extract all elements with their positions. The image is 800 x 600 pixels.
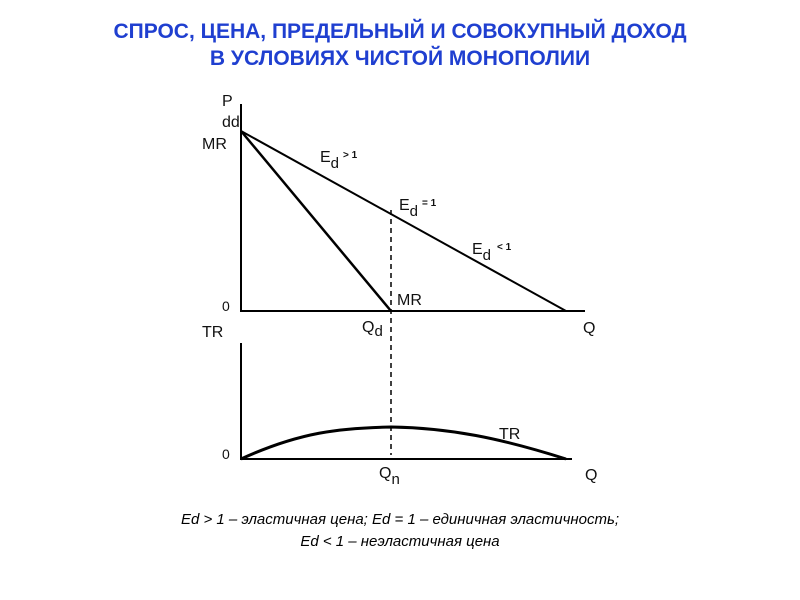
bottom-origin-label: 0 [222, 446, 230, 462]
caption-line-2: Ed < 1 – неэластичная цена [300, 533, 500, 550]
tr-axis-label: TR [202, 324, 224, 341]
top-y-axis-label: P [222, 93, 233, 110]
top-x-axis-label: Q [583, 320, 596, 337]
bottom-x-axis-label: Q [585, 467, 598, 484]
caption-line-1: Ed > 1 – эластичная цена; Ed = 1 – единичная эластичность; [180, 511, 620, 528]
title-line-1: СПРОС, ЦЕНА, ПРЕДЕЛЬНЫЙ И СОВОКУПНЫЙ ДОХОД [113, 20, 687, 43]
mr-curve-label: MR [397, 292, 422, 309]
top-origin-label: 0 [222, 298, 230, 314]
qn-label: Qn [379, 465, 400, 488]
qd-label: Qd [362, 319, 383, 340]
tr-curve-label: TR [499, 426, 521, 443]
elasticity-caption [0, 509, 800, 553]
demand-line [241, 131, 566, 311]
mr-intercept-label: MR [202, 136, 227, 153]
elasticity-label-equal: Ed $^{= 1}$ [399, 197, 437, 220]
total-revenue-graph [202, 324, 597, 488]
title-line-2: В УСЛОВИЯХ ЧИСТОЙ МОНОПОЛИИ [209, 47, 591, 70]
elasticity-label-greater: Ed $^{> 1}$ [320, 149, 358, 172]
top-y-axis-sublabel: dd [222, 114, 240, 131]
mr-line [241, 131, 391, 311]
elasticity-label-less: Ed $^{< 1}$ [472, 241, 512, 264]
demand-mr-graph [202, 93, 595, 340]
